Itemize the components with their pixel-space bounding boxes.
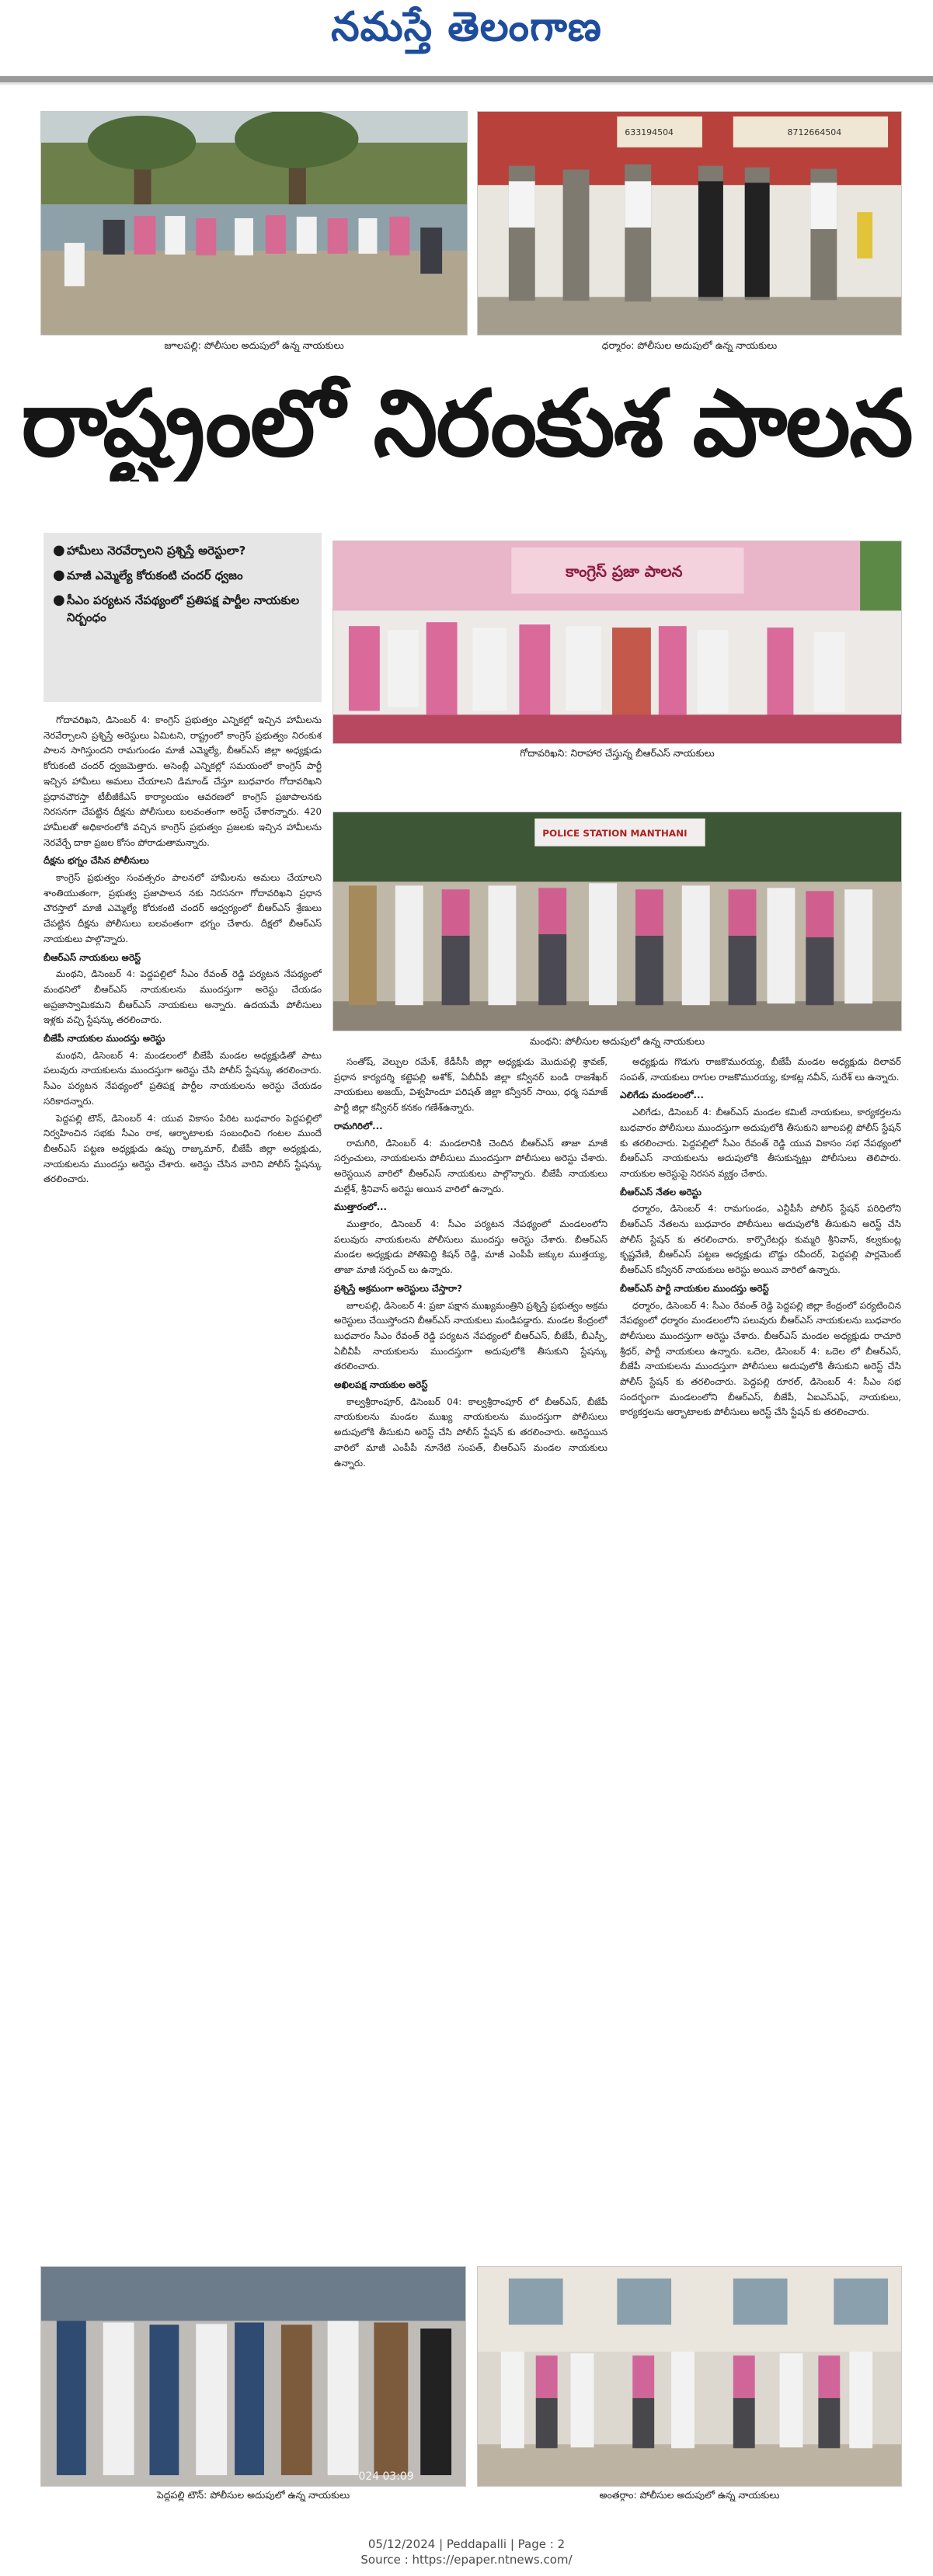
masthead-rule-light [0,82,933,85]
article-paragraph: ముత్తారం, డిసెంబర్ 4: సీఎం పర్యటన నేపథ్యంలో మండలంలోని పలువురు నాయకులను పోలీసులు ముందస్తు అరెస్టు చేశారు. బీఆర్ఎస్ మండల అధ్యక్షుడు పోతిపెద్ది కిషన్ రెడ్డి, మాజీ ఎంపీపీ జక్కుల ముత్తయ్య, తాజా మాజీ సర్పంచ్ లు ఉన్నారు. [334,1218,607,1276]
article-paragraph: పెద్దపల్లి టౌన్, డిసెంబర్ 4: యువ వికాసం పేరిట బుధవారం పెద్దపల్లిలో నిర్వహించిన సభకు సీఎం రాక, ఆర్భాటాలకు సంబంధించి గంటల ముందే బీఆర్ఎస్ పట్టణ అధ్యక్షుడు ఉప్పు రాజ్కుమార్, బీజేపీ జిల్లా అధ్యక్షుడు, నాయకులను ముందస్తు అరెస్టు చేశారు. అరెస్టు చేసిన వారిని పోలీస్ స్టేషన్కు తరలించారు. [44,1112,322,1185]
sign-text-right: 8712664504 [787,127,842,137]
article-subheading: బీఆర్ఎస్ పార్టీ నాయకుల ముందస్తు అరెస్ట్ [620,1282,769,1294]
article-subheading: బీజేపీ నాయకుల ముందస్తు అరెస్టు [44,1033,165,1045]
article-subheading: దీక్షను భగ్నం చేసిన పోలీసులు [44,855,149,867]
photo-julapalli-caption: జూలపల్లి: పోలీసుల అదుపులో ఉన్న నాయకులు [164,339,344,351]
highlight-text: హామీలు నెరవేర్చాలని ప్రశ్నిస్తే అరెస్టులా? [67,544,246,558]
highlight-item [53,567,314,584]
article-paragraph: ఎలిగేడు, డిసెంబర్ 4: బీఆర్ఎస్ మండల కమిటీ నాయకులు, కార్యకర్తలను బుధవారం పోలీసులు ముందస్తుగా అదుపులోకి తీసుకుని జూలపల్లి పోలీస్ స్టేషన్ కు తరలించారు. పెద్దపల్లిలో సీఎం రేవంత్ రెడ్డి యువ వికాసం సభ నేపథ్యంలో బీఆర్ఎస్ నాయకులను అదుపులోకి తీసుకున్నట్లు పోలీసులు తెలిపారు. నాయకుల అరెస్టుపై నిరసన వ్యక్తం చేశారు. [620,1107,901,1179]
photo-antergaon-caption: అంతర్గాం: పోలీసుల అదుపులో ఉన్న నాయకులు [599,2489,780,2501]
article-paragraph: గోదావరిఖని, డిసెంబర్ 4: కాంగ్రెస్ ప్రభుత్వం ఎన్నికల్లో ఇచ్చిన హామీలను నెరవేర్చాలని ప్రశ్నిస్తే అరెస్టులు ఏమిటని, రాష్ట్రంలో కాంగ్రెస్ ప్రభుత్వం నిరంకుశ పాలన సాగిస్తుందని రామగుండం మాజీ ఎమ్మెల్యే, బీఆర్ఎస్ జిల్లా అధ్యక్షుడు కోరుకంటి చందర్ ధ్వజమెత్తారు. అసెంబ్లీ ఎన్నికల్లో సమయంలో కాంగ్రెస్ పార్టీ ఇచ్చిన హామీలు అమలు చేయాలని డిమాండ్ చేస్తూ బుధవారం గోదావరిఖని ప్రధానచౌరస్తా టీబీజీకేఎస్ కార్యాలయం ఆవరణలో కాంగ్రెస్ ప్రజాపాలనకు నిరసనగా చేపట్టిన దీక్షను పోలీసులు బలవంతంగా అరెస్ట్ చేశారన్నారు. 420 హామీలతో అధికారంలోకి వచ్చిన కాంగ్రెస్ ప్రభుత్వం ప్రజలకు ఇచ్చిన హామీలను నెరవేర్చే దాకా ప్రజల కోసం పోరాడుతామన్నారు. [44,714,322,848]
article-subheading: బీఆర్ఎస్ నాయకులు అరెస్ట్ [44,951,141,963]
photo-julapalli [40,111,468,335]
banner-text: కాంగ్రెస్ ప్రజా పాలన [566,562,683,581]
page-footer [0,2536,933,2567]
article-paragraph: జూలపల్లి, డిసెంబర్ 4: ప్రజా పక్షాన ముఖ్యమంత్రిని ప్రశ్నిస్తే ప్రభుత్వం అక్రమ అరెస్టులు చేయిస్తోందని బీఆర్ఎస్ నాయకులు మండిపడ్డారు. మండల కేంద్రంలో బుధవారం సీఎం రేవంత్ రెడ్డి పర్యటన నేపథ్యంలో బీఆర్ఎస్, బీజేపీ, బీఎస్పీ, ఏబీవీపీ నాయకులను ముందస్తుగా అదుపులోకి తీసుకుని స్టేషన్కు తరలించారు. [334,1299,607,1372]
bullet-icon: ● [53,592,65,608]
article-paragraph: రామగిరి, డిసెంబర్ 4: మండలానికి చెందిన బీఆర్ఎస్ తాజా మాజీ సర్పంచులు, నాయకులను పోలీసులు ముందస్తుగా పోలీసులు అరెస్టు చేశారు. అరెస్టయిన వారిలో బీఆర్ఎస్ నాయకులు పాల్గొన్నారు. బీజేపీ నాయకులు మల్లేశ్, శ్రీనివాస్ అరెస్టు అయిన వారిలో ఉన్నారు. [334,1137,607,1194]
article-subheading: ఎలిగేడు మండలంలో... [620,1090,704,1101]
article-paragraph: కాల్వశ్రీరాంపూర్, డిసెంబర్ 04: కాల్వశ్రీరాంపూర్ లో బీఆర్ఎస్, బీజేపీ నాయకులను మండల ముఖ్య నాయకులను ముందస్తుగా పోలీసులు అదుపులోకి తీసుకుని అరెస్ట్ చేసి పోలీస్ స్టేషన్ కు తరలించారు. అరెస్టయిన వారిలో మాజీ ఎంపీపీ నూనేటి సంపత్, బీఆర్ఎస్ మండల నాయకులు ఉన్నారు. [334,1396,607,1469]
article-paragraph: కాంగ్రెస్ ప్రభుత్వం సంవత్సరం పాలనలో హామీలను అమలు చేయాలని శాంతియుతంగా, ప్రభుత్వ ప్రజాపాలన నకు నిరసనగా గోదావరిఖని ప్రధాన చౌరస్తాలో మాజీ ఎమ్మెల్యే కోరుకంటి చందర్ ఆధ్వర్యంలో బీఆర్ఎస్ శ్రేణులు చేపట్టిన దీక్షను పోలీసులు బలవంతంగా భగ్నం చేశారు. దీక్షలో బీఆర్ఎస్ నాయకులు పాల్గొన్నారు. [44,872,322,944]
article-paragraph: అధ్యక్షుడు గొడుగు రాజకొమురయ్య, బీజేపీ మండల అధ్యక్షుడు దిలావర్ సంపత్, నాయకులు రాగుల రాజకొమురయ్య, కూకట్ల నవీన్, సురేశ్ లు ఉన్నారు. [620,1056,901,1083]
photo-manthani-caption: మంథని: పోలీసుల అదుపులో ఉన్న నాయకులు [529,1035,705,1047]
highlight-text: మాజీ ఎమ్మెల్యే కోరుకంటి చందర్ ధ్వజం [67,568,243,582]
article-subheading: బీఆర్ఎస్ నేతల అరెస్టు [620,1186,702,1198]
article-paragraph: ధర్మారం, డిసెంబర్ 4: రామగుండం, ఎన్టీపీసీ పోలీస్ స్టేషన్ పరిధిలోని బీఆర్ఎస్ నేతలను బుధవారం పోలీసులు అదుపులోకి తీసుకుని అరెస్ట్ చేసి పోలీస్ స్టేషన్ కు తరలించారు. కార్పొరేటర్లు కుమ్మరి శ్రీనివాస్, కల్వకుంట్ల కృష్ణవేణి, బీఆర్ఎస్ పట్టణ అధ్యక్షుడు బొడ్డు రవీందర్, పెద్దపల్లి పార్లమెంట్ బీఆర్ఎస్ కన్వీనర్ నాయకులు అరెస్టు అయిన వారిలో ఉన్నారు. [620,1203,901,1276]
bullet-icon: ● [53,567,65,583]
article-subheading: ముత్తారంలో... [334,1201,388,1213]
photo-manthani [332,812,902,1031]
highlight-text: సీఎం పర్యటన నేపథ్యంలో ప్రతిపక్ష పార్టీల నాయకుల నిర్బంధం [67,593,300,624]
photo-godavarikhani-caption: గోదావరిఖని: నిరాహార చేస్తున్న బీఆర్ఎస్ నాయకులు [520,747,715,759]
article-paragraph: మంథని, డిసెంబర్ 4: పెద్దపల్లిలో సీఎం రేవంత్ రెడ్డి పర్యటన నేపథ్యంలో మంథనిలో బీఆర్ఎస్ నాయకులను ముందస్తుగా అరెస్టు చేయడం అప్రజాస్వామికమని బీఆర్ఎస్ నాయకులు అన్నారు. ఉదయమే పోలీసులు ఇళ్లకు వచ్చి స్టేషన్కు తరలించారు. [44,968,322,1026]
photo-antergaon [477,2266,902,2487]
article-paragraph: మంథని, డిసెంబర్ 4: మండలంలో బీజేపీ మండల అధ్యక్షుడితో పాటు పలువురు నాయకులను ముందస్తుగా అరెస్టు చేసి పోలీస్ స్టేషన్కు తరలించారు. సీఎం పర్యటన నేపథ్యంలో ప్రతిపక్ష పార్టీల నాయకులను అరెస్టు చేయడం సరికాదన్నారు. [44,1049,322,1107]
masthead-rule [0,76,933,82]
photo-dharmaram [477,111,902,335]
masthead-logo: నమస్తే తెలంగాణ [331,4,602,50]
article-column-2 [334,1055,607,2258]
highlight-item [53,592,314,626]
highlight-item [53,542,314,559]
police-station-sign: POLICE STATION MANTHANI [542,827,688,839]
photo-peddapalli-town-caption: పెద్దపల్లి టౌన్: పోలీసుల అదుపులో ఉన్న నాయకులు [156,2489,350,2501]
photo-peddapalli-town [40,2266,466,2487]
bullet-icon: ● [53,542,65,558]
article-paragraph: సంతోష్, వెల్పుల రమేశ్, కేడీసీసీ జిల్లా అధ్యక్షుడు మొదుపల్లి శ్రావణ్, ప్రధాన కార్యదర్శి కట్టెపల్లి అశోక్, ఏబీవీపీ జిల్లా కన్వీనర్ బండి రాజశేఖర్ నాయకులు అజయ్, విశ్వహిందూ పరిషత్ జిల్లా కన్వీనర్ సాయి, ధర్మ సమాజ్ పార్టీ జిల్లా కన్వీనర్ కనకం గణేశ్ఉన్నారు. [334,1056,607,1114]
article-subheading: రామగిరిలో... [334,1120,383,1132]
article-subheading: ప్రశ్నిస్తే అక్రమంగా అరెస్టులు చేస్తారా? [334,1282,462,1294]
article-column-3 [620,1055,901,2258]
highlights-box [44,533,322,702]
photo-timestamp: 024 03:09 [358,2470,414,2484]
headline: రాష్ట్రంలో నిరంకుశ పాలన [21,370,912,477]
article-subheading: అఖిలపక్ష నాయకుల అరెస్ట్ [334,1379,428,1391]
footer-date-page: 05/12/2024 | Peddapalli | Page : 2 [367,2537,566,2551]
sign-text-left: 633194504 [625,127,674,137]
article-paragraph: ధర్మారం, డిసెంబర్ 4: సీఎం రేవంత్ రెడ్డి పెద్దపల్లి జిల్లా కేంద్రంలో పర్యటించిన నేపథ్యంలో ధర్మారం మండలంలోని పలువురు బీఆర్ఎస్ నాయకులను బుధవారం పోలీసులు ముందస్తుగా అరెస్టు చేశారు. బీఆర్ఎస్ మండల అధ్యక్షుడు రాచూరి శ్రీధర్, పార్టీ నాయకులు ఉన్నారు. ఒదెల, డిసెంబర్ 4: ఒదెల లో బీఆర్ఎస్, బీజేపీ నాయకులను ముందస్తుగా పోలీసులు అదుపులోకి తీసుకుని అరెస్ట్ చేసి పోలీస్ స్టేషన్ కు తరలించారు. పెద్దపల్లి రూరల్, డిసెంబర్ 4: సీఎం సభ సందర్భంగా మండలంలోని బీఆర్ఎస్, బీజేపీ, ఏఐఎస్ఎఫ్, నాయకులు, కార్యకర్తలను ఆర్బాటాలకు పోలీసులు అరెస్ట్ చేసి స్టేషన్ కు తరలించారు. [620,1299,901,1418]
article-column-1 [44,713,322,2258]
photo-dharmaram-caption: ధర్మారం: పోలీసుల అదుపులో ఉన్న నాయకులు [601,339,778,351]
photo-godavarikhani [332,541,902,744]
footer-source: Source : https://epaper.ntnews.com/ [360,2553,573,2567]
